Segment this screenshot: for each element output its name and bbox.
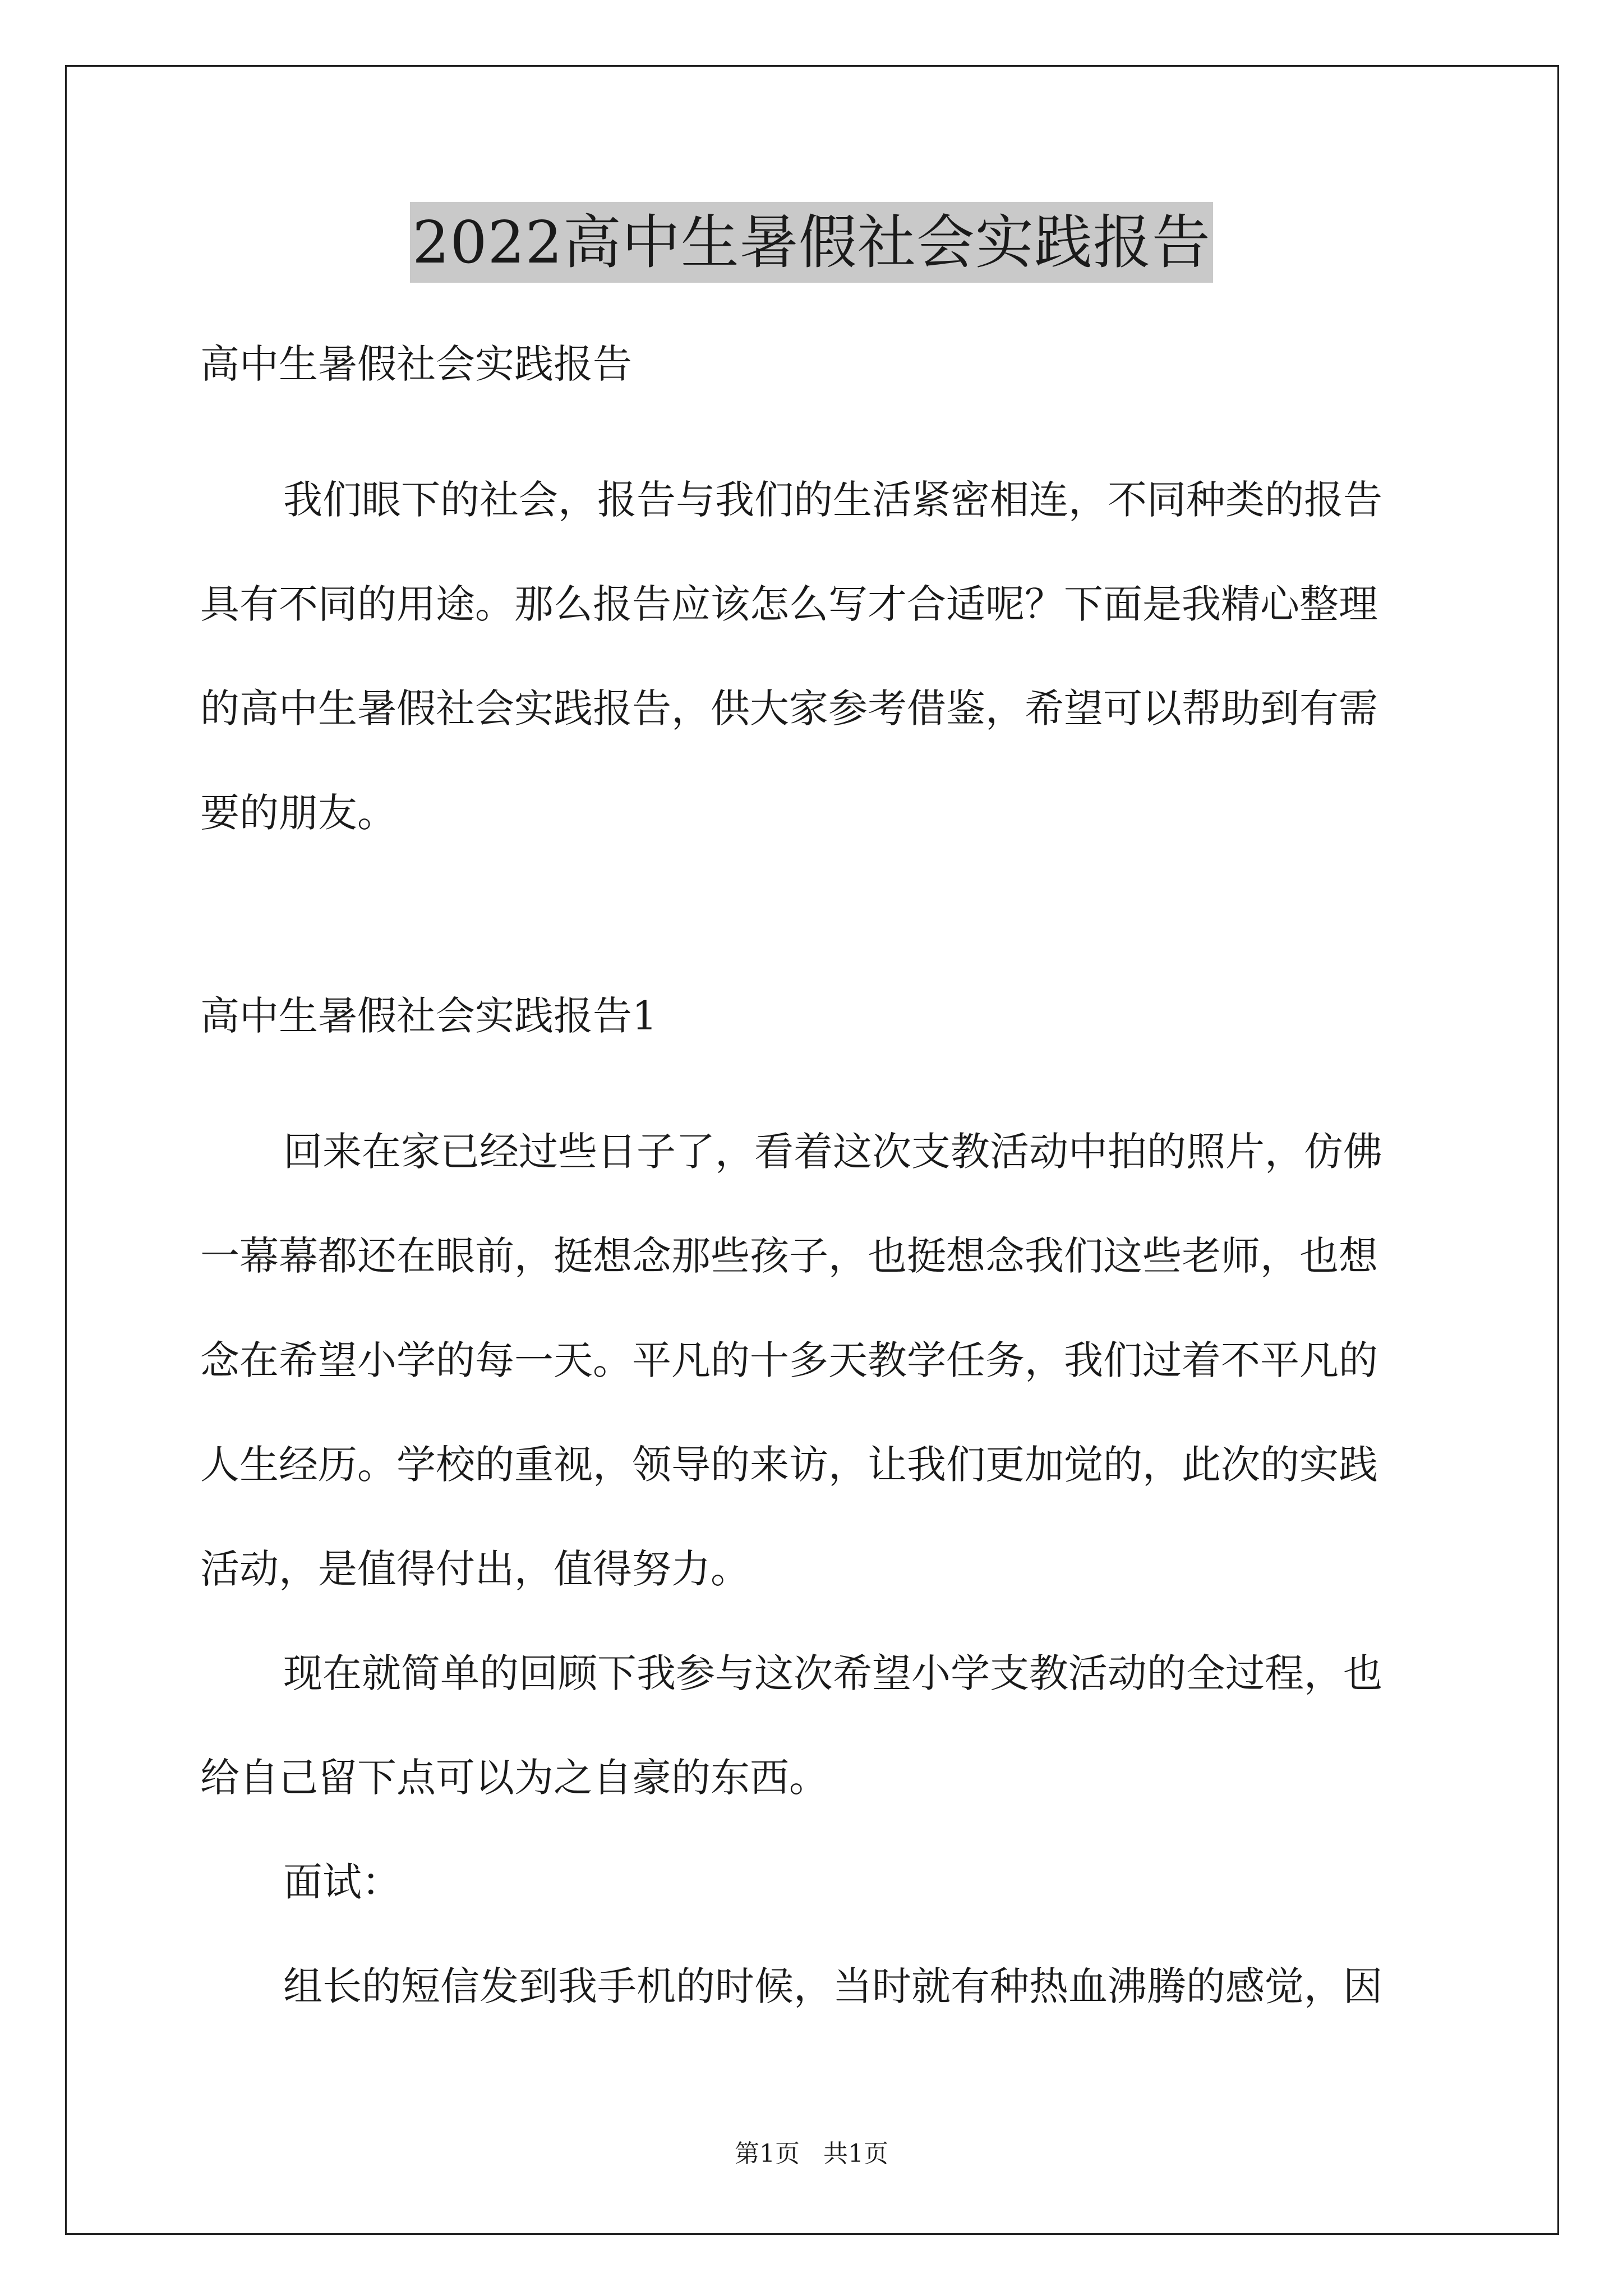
paragraph-1	[200, 1099, 1430, 1621]
page-number-total: 共1页	[823, 2139, 888, 2168]
text-line: 我们眼下的社会，报告与我们的生活紧密相连，不同种类的报告	[283, 477, 1382, 523]
document-subtitle: 高中生暑假社会实践报告	[200, 341, 632, 387]
text-line: 具有不同的用途。那么报告应该怎么写才合适呢？下面是我精心整理	[200, 581, 1378, 627]
title-wrap	[0, 202, 1623, 283]
text-line: 的高中生暑假社会实践报告，供大家参考借鉴，希望可以帮助到有需	[200, 685, 1378, 731]
document-title: 2022高中生暑假社会实践报告	[410, 202, 1213, 283]
page-footer	[0, 2137, 1623, 2171]
text-line: 活动，是值得付出，值得努力。	[200, 1546, 750, 1592]
paragraph-3	[200, 1934, 1430, 2039]
text-line: 一幕幕都还在眼前，挺想念那些孩子，也挺想念我们这些老师，也想	[200, 1233, 1378, 1279]
document-body	[200, 312, 1430, 2039]
intro-paragraph	[200, 448, 1430, 865]
text-line: 回来在家已经过些日子了，看着这次支教活动中拍的照片，仿佛	[283, 1129, 1382, 1175]
section-heading: 高中生暑假社会实践报告1	[200, 993, 657, 1039]
text-line: 现在就简单的回顾下我参与这次希望小学支教活动的全过程，也	[283, 1650, 1382, 1696]
text-line: 人生经历。学校的重视，领导的来访，让我们更加觉的，此次的实践	[200, 1442, 1378, 1488]
text-line: 组长的短信发到我手机的时候，当时就有种热血沸腾的感觉，因	[283, 1963, 1382, 2009]
text-line: 念在希望小学的每一天。平凡的十多天教学任务，我们过着不平凡的	[200, 1337, 1378, 1383]
text-line: 给自己留下点可以为之自豪的东西。	[200, 1755, 828, 1801]
interview-label: 面试：	[283, 1859, 401, 1905]
text-line: 要的朋友。	[200, 790, 396, 836]
page-number-current: 第1页	[735, 2139, 800, 2168]
paragraph-2	[200, 1621, 1430, 1830]
